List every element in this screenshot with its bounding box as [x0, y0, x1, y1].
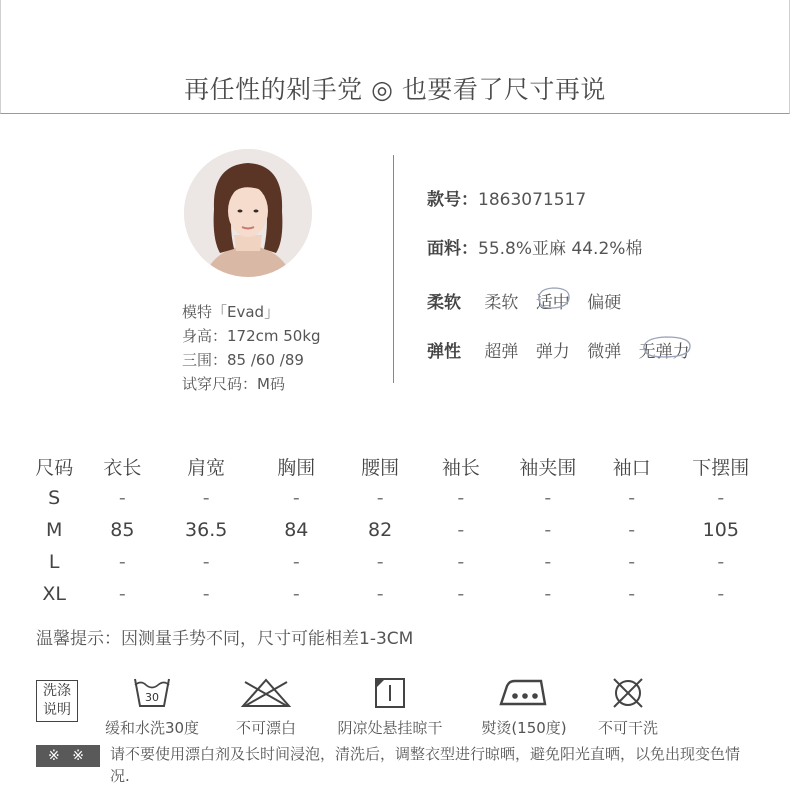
fabric-label: 面料： [427, 239, 478, 259]
column-header: 袖口 [612, 456, 651, 479]
care-label: 不可干洗 [597, 719, 658, 737]
style-number-value: 1863071517 [478, 190, 587, 210]
table-cell: - [202, 583, 210, 605]
table-cell: - [717, 583, 725, 605]
model-portrait-image [184, 149, 312, 277]
table-row [28, 482, 768, 514]
column-header: 腰围 [361, 456, 400, 479]
selection-circle-icon [636, 334, 694, 360]
table-cell: - [376, 583, 384, 605]
model-info [182, 300, 321, 396]
softness-label: 柔软 [427, 293, 461, 313]
model-try-size: 试穿尺码：M码 [182, 375, 285, 393]
column-header: 袖长 [441, 456, 480, 479]
care-label: 缓和水洗30度 [104, 719, 200, 737]
no-bleach-icon [239, 676, 293, 710]
table-cell: - [717, 487, 725, 509]
table-cell: - [376, 487, 384, 509]
elasticity-option: 超弹 [484, 342, 519, 362]
hang-dry-shade-icon [373, 676, 407, 710]
size-cell: L [48, 551, 60, 573]
table-row [28, 578, 768, 610]
elasticity-option-selected: 无弹力 [639, 337, 690, 362]
table-cell: - [717, 551, 725, 573]
care-item [328, 676, 452, 738]
model-avatar [184, 149, 312, 277]
selection-circle-icon [533, 285, 573, 311]
elasticity-option: 微弹 [587, 342, 622, 362]
table-cell: - [544, 519, 552, 541]
divider [393, 155, 394, 383]
elasticity-row [427, 337, 702, 362]
table-cell: - [376, 551, 384, 573]
softness-option: 偏硬 [587, 293, 622, 313]
style-number-label: 款号： [427, 190, 478, 210]
no-dry-clean-icon [610, 676, 646, 710]
softness-option: 柔软 [484, 293, 519, 313]
table-cell: - [457, 519, 465, 541]
table-cell: - [202, 551, 210, 573]
table-cell: - [544, 583, 552, 605]
table-row [28, 546, 768, 578]
table-cell: - [292, 487, 300, 509]
table-cell: 84 [284, 519, 309, 541]
column-header: 下摆围 [692, 456, 750, 479]
softness-option-selected: 适中 [536, 288, 570, 313]
care-label: 熨烫(150度) [481, 719, 567, 737]
table-cell: - [292, 551, 300, 573]
care-item [226, 676, 306, 738]
measurement-tip: 温馨提示：因测量手势不同，尺寸可能相差1-3CM [36, 629, 414, 649]
table-cell: 36.5 [185, 519, 228, 541]
model-height: 身高：172cm 50kg [182, 327, 321, 345]
table-cell: - [457, 487, 465, 509]
elasticity-option: 弹力 [535, 342, 570, 362]
care-instructions-label: 洗涤 说明 [36, 680, 78, 722]
care-label: 阴凉处悬挂晾干 [337, 719, 443, 737]
softness-row [427, 288, 633, 313]
care-note: 请不要使用漂白剂及长时间浸泡，清洗后，调整衣型进行晾晒，避免阳光直晒，以免出现变色情况. [110, 745, 741, 785]
size-cell: S [48, 487, 61, 509]
style-number [427, 185, 586, 210]
size-table-header [28, 450, 768, 482]
table-cell: - [628, 487, 636, 509]
care-item [590, 676, 666, 738]
size-cell: XL [42, 583, 66, 605]
table-cell: - [118, 551, 126, 573]
fabric [427, 234, 642, 259]
care-label: 不可漂白 [235, 719, 296, 737]
size-cell: M [46, 519, 63, 541]
table-cell: - [628, 551, 636, 573]
fabric-value: 55.8%亚麻 44.2%棉 [478, 239, 643, 259]
column-header: 衣长 [103, 456, 142, 479]
table-cell: - [628, 519, 636, 541]
care-item [476, 676, 572, 738]
table-cell: 85 [110, 519, 135, 541]
table-cell: - [628, 583, 636, 605]
column-header: 尺码 [35, 456, 74, 479]
table-cell: - [544, 551, 552, 573]
model-name: 模特「Evad」 [182, 303, 280, 321]
page-title: 再任性的剁手党 ◎ 也要看了尺寸再说 [184, 75, 606, 104]
table-cell: - [118, 583, 126, 605]
table-cell: - [544, 487, 552, 509]
column-header: 袖夹围 [519, 456, 577, 479]
elasticity-label: 弹性 [427, 342, 461, 362]
table-row [28, 514, 768, 546]
svg-text:30: 30 [145, 691, 159, 704]
column-header: 肩宽 [187, 456, 226, 479]
table-cell: 105 [702, 519, 739, 541]
table-cell: - [457, 583, 465, 605]
model-measurements: 三围：85 /60 /89 [182, 351, 304, 369]
table-cell: - [457, 551, 465, 573]
table-cell: - [202, 487, 210, 509]
care-item [96, 676, 208, 738]
note-badge: ※ ※ [36, 745, 100, 767]
iron-icon [497, 676, 551, 710]
table-cell: 82 [368, 519, 393, 541]
size-table [28, 450, 768, 610]
table-cell: - [118, 487, 126, 509]
table-cell: - [292, 583, 300, 605]
wash-30-icon [132, 676, 172, 710]
column-header: 胸围 [277, 456, 316, 479]
